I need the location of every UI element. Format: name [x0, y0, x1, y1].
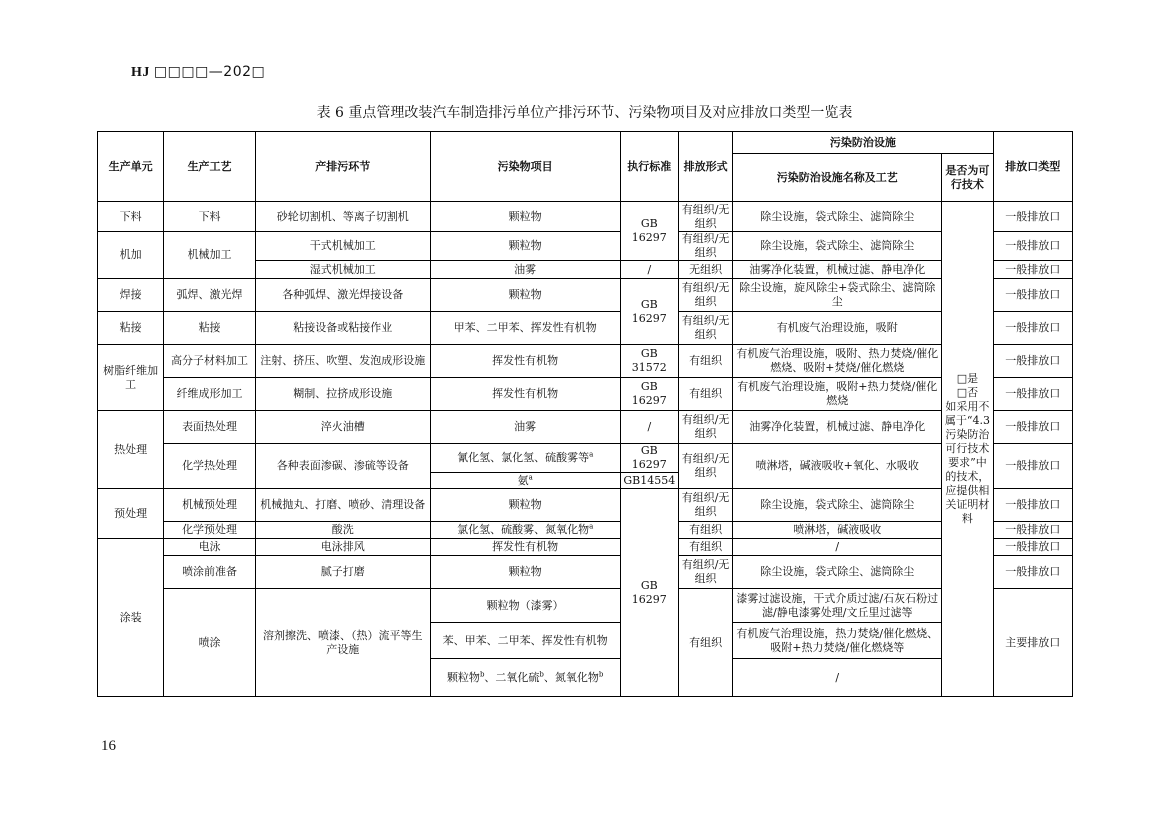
outlet-cell: 主要排放口 [993, 589, 1072, 697]
source-cell: 注射、挤压、吹塑、发泡成形设施 [255, 345, 430, 378]
col-feasible: 是否为可行技术 [942, 154, 993, 202]
table-row [98, 489, 1073, 522]
control-cell: 喷淋塔，碱液吸收 [733, 522, 942, 539]
table-row [98, 312, 1073, 345]
outlet-cell: 一般排放口 [993, 345, 1072, 378]
form-cell: 有组织 [678, 539, 732, 556]
footnote-mark: b [479, 669, 485, 678]
outlet-cell: 一般排放口 [993, 489, 1072, 522]
unit-cell: 焊接 [98, 279, 164, 312]
pollutant-text: 、二氧化硫 [484, 670, 540, 684]
process-cell: 机械加工 [164, 232, 255, 279]
document-code [131, 64, 265, 81]
pollutant-cell: 挥发性有机物 [430, 378, 620, 411]
form-cell: 有组织/无组织 [678, 444, 732, 489]
col-outlet-type: 排放口类型 [993, 132, 1072, 202]
table-row [98, 522, 1073, 539]
process-cell: 机械预处理 [164, 489, 255, 522]
standard-cell: / [620, 411, 678, 444]
standard-cell: GB 16297 [620, 202, 678, 261]
pollutant-text: 氰化氢、氯化氢、硫酸雾等 [457, 451, 590, 464]
process-cell: 纤维成形加工 [164, 378, 255, 411]
table-row [98, 232, 1073, 261]
outlet-cell: 一般排放口 [993, 411, 1072, 444]
col-control-name: 污染防治设施名称及工艺 [733, 154, 942, 202]
control-cell: 有机废气治理设施，吸附 [733, 312, 942, 345]
table-row [98, 378, 1073, 411]
form-cell: 有组织 [678, 522, 732, 539]
col-emission-form: 排放形式 [678, 132, 732, 202]
standard-cell: GB 31572 [620, 345, 678, 378]
outlet-cell: 一般排放口 [993, 444, 1072, 489]
process-cell: 高分子材料加工 [164, 345, 255, 378]
col-control-group: 污染防治设施 [733, 132, 993, 154]
standard-cell: / [620, 261, 678, 279]
form-cell: 有组织/无组织 [678, 411, 732, 444]
pollutant-cell: 颗粒物 [430, 232, 620, 261]
header-row [98, 132, 1073, 154]
pollutant-cell: 甲苯、二甲苯、挥发性有机物 [430, 312, 620, 345]
table-row [98, 345, 1073, 378]
outlet-cell: 一般排放口 [993, 232, 1072, 261]
form-cell: 无组织 [678, 261, 732, 279]
source-cell: 干式机械加工 [255, 232, 430, 261]
outlet-cell: 一般排放口 [993, 261, 1072, 279]
table-row [98, 444, 1073, 473]
source-cell: 淬火油槽 [255, 411, 430, 444]
control-cell: 除尘设施，袋式除尘、滤筒除尘 [733, 489, 942, 522]
pollutant-cell: 颗粒物 [430, 556, 620, 589]
pollutant-cell [430, 473, 620, 489]
control-cell: 油雾净化装置，机械过滤、静电净化 [733, 261, 942, 279]
source-cell: 湿式机械加工 [255, 261, 430, 279]
control-cell: 除尘设施，袋式除尘、滤筒除尘 [733, 202, 942, 232]
table-row [98, 589, 1073, 623]
form-cell: 有组织/无组织 [678, 556, 732, 589]
pollutant-text: 、氮氧化物 [543, 670, 599, 684]
code-number: □□□□—202□ [153, 64, 266, 80]
process-cell: 电泳 [164, 539, 255, 556]
control-cell: 除尘设施，旋风除尘+袋式除尘、滤筒除尘 [733, 279, 942, 312]
control-cell: 喷淋塔，碱液吸收+氧化、水吸收 [733, 444, 942, 489]
pollutant-cell: 挥发性有机物 [430, 539, 620, 556]
col-source: 产排污环节 [255, 132, 430, 202]
pollutant-cell: 挥发性有机物 [430, 345, 620, 378]
col-pollutant: 污染物项目 [430, 132, 620, 202]
col-standard: 执行标准 [620, 132, 678, 202]
outlet-cell: 一般排放口 [993, 378, 1072, 411]
pollutant-cell [430, 659, 620, 697]
table-row [98, 202, 1073, 232]
table-row [98, 556, 1073, 589]
outlet-cell: 一般排放口 [993, 539, 1072, 556]
standard-cell: GB 16297 [620, 444, 678, 473]
unit-cell: 粘接 [98, 312, 164, 345]
pollutant-text: 氯化氢、硫酸雾、氮氧化物 [457, 523, 590, 536]
pollutant-cell [430, 522, 620, 539]
source-cell: 砂轮切割机、等离子切割机 [255, 202, 430, 232]
unit-cell: 树脂纤维加工 [98, 345, 164, 411]
pollution-table [97, 131, 1073, 697]
control-cell: 除尘设施，袋式除尘、滤筒除尘 [733, 232, 942, 261]
source-cell: 酸洗 [255, 522, 430, 539]
footnote-mark: b [598, 669, 604, 678]
control-cell: 有机废气治理设施，吸附、热力焚烧/催化燃烧、吸附+焚烧/催化燃烧 [733, 345, 942, 378]
unit-cell: 预处理 [98, 489, 164, 539]
footnote-mark: a [589, 522, 594, 531]
col-unit: 生产单元 [98, 132, 164, 202]
table-row [98, 539, 1073, 556]
source-cell: 各种表面渗碳、渗硫等设备 [255, 444, 430, 489]
footnote-mark: a [589, 450, 594, 459]
process-cell: 粘接 [164, 312, 255, 345]
form-cell: 有组织/无组织 [678, 489, 732, 522]
process-cell: 喷涂 [164, 589, 255, 697]
source-cell: 各种弧焊、激光焊接设备 [255, 279, 430, 312]
pollutant-cell: 颗粒物 [430, 279, 620, 312]
table-title: 表 6 重点管理改装汽车制造排污单位产排污环节、污染物项目及对应排放口类型一览表 [316, 105, 853, 121]
pollutant-cell [430, 444, 620, 473]
feasible-note: 如采用不属于“4.3污染防治可行技术要求”中的技术，应提供相关证明材料 [944, 400, 990, 525]
feasible-no: □否 [956, 386, 979, 399]
table-row [98, 411, 1073, 444]
form-cell: 有组织/无组织 [678, 232, 732, 261]
form-cell: 有组织 [678, 345, 732, 378]
table-row [98, 279, 1073, 312]
control-cell: 有机废气治理设施，热力焚烧/催化燃烧、吸附+热力焚烧/催化燃烧等 [733, 623, 942, 659]
pollutant-cell: 油雾 [430, 411, 620, 444]
feasible-yes: □是 [956, 372, 979, 385]
footnote-mark: b [539, 669, 544, 678]
pollutant-cell: 颗粒物 [430, 202, 620, 232]
process-cell: 化学预处理 [164, 522, 255, 539]
process-cell: 化学热处理 [164, 444, 255, 489]
form-cell: 有组织/无组织 [678, 312, 732, 345]
standard-cell: GB14554 [620, 473, 678, 489]
standard-cell: GB 16297 [620, 279, 678, 345]
outlet-cell: 一般排放口 [993, 556, 1072, 589]
outlet-cell: 一般排放口 [993, 312, 1072, 345]
page-number: 16 [101, 738, 116, 754]
process-cell: 喷涂前准备 [164, 556, 255, 589]
source-cell: 溶剂擦洗、喷漆、（热）流平等生产设施 [255, 589, 430, 697]
control-cell: / [733, 659, 942, 697]
pollutant-cell: 油雾 [430, 261, 620, 279]
source-cell: 糊制、拉挤成形设施 [255, 378, 430, 411]
outlet-cell: 一般排放口 [993, 522, 1072, 539]
control-cell: 有机废气治理设施，吸附+热力焚烧/催化燃烧 [733, 378, 942, 411]
source-cell: 腻子打磨 [255, 556, 430, 589]
standard-cell: GB 16297 [620, 489, 678, 697]
pollutant-cell: 颗粒物 [430, 489, 620, 522]
footnote-mark: a [528, 472, 533, 481]
feasible-cell [942, 202, 993, 697]
form-cell: 有组织/无组织 [678, 279, 732, 312]
source-cell: 机械抛丸、打磨、喷砂、清理设备 [255, 489, 430, 522]
unit-cell: 热处理 [98, 411, 164, 489]
pollutant-cell: 苯、甲苯、二甲苯、挥发性有机物 [430, 623, 620, 659]
source-cell: 粘接设备或粘接作业 [255, 312, 430, 345]
outlet-cell: 一般排放口 [993, 279, 1072, 312]
pollutant-text: 氨 [517, 473, 529, 487]
process-cell: 下料 [164, 202, 255, 232]
col-process: 生产工艺 [164, 132, 255, 202]
control-cell: 油雾净化装置，机械过滤、静电净化 [733, 411, 942, 444]
outlet-cell: 一般排放口 [993, 202, 1072, 232]
process-cell: 弧焊、激光焊 [164, 279, 255, 312]
control-cell: 漆雾过滤设施，干式介质过滤/石灰石粉过滤/静电漆雾处理/文丘里过滤等 [733, 589, 942, 623]
form-cell: 有组织/无组织 [678, 202, 732, 232]
control-cell: / [733, 539, 942, 556]
unit-cell: 涂装 [98, 539, 164, 697]
standard-cell: GB 16297 [620, 378, 678, 411]
unit-cell: 机加 [98, 232, 164, 279]
pollutant-text: 颗粒物 [446, 670, 480, 684]
unit-cell: 下料 [98, 202, 164, 232]
code-prefix: HJ [131, 65, 150, 80]
form-cell: 有组织 [678, 589, 732, 697]
control-cell: 除尘设施，袋式除尘、滤筒除尘 [733, 556, 942, 589]
form-cell: 有组织 [678, 378, 732, 411]
process-cell: 表面热处理 [164, 411, 255, 444]
pollutant-cell: 颗粒物（漆雾） [430, 589, 620, 623]
source-cell: 电泳排风 [255, 539, 430, 556]
